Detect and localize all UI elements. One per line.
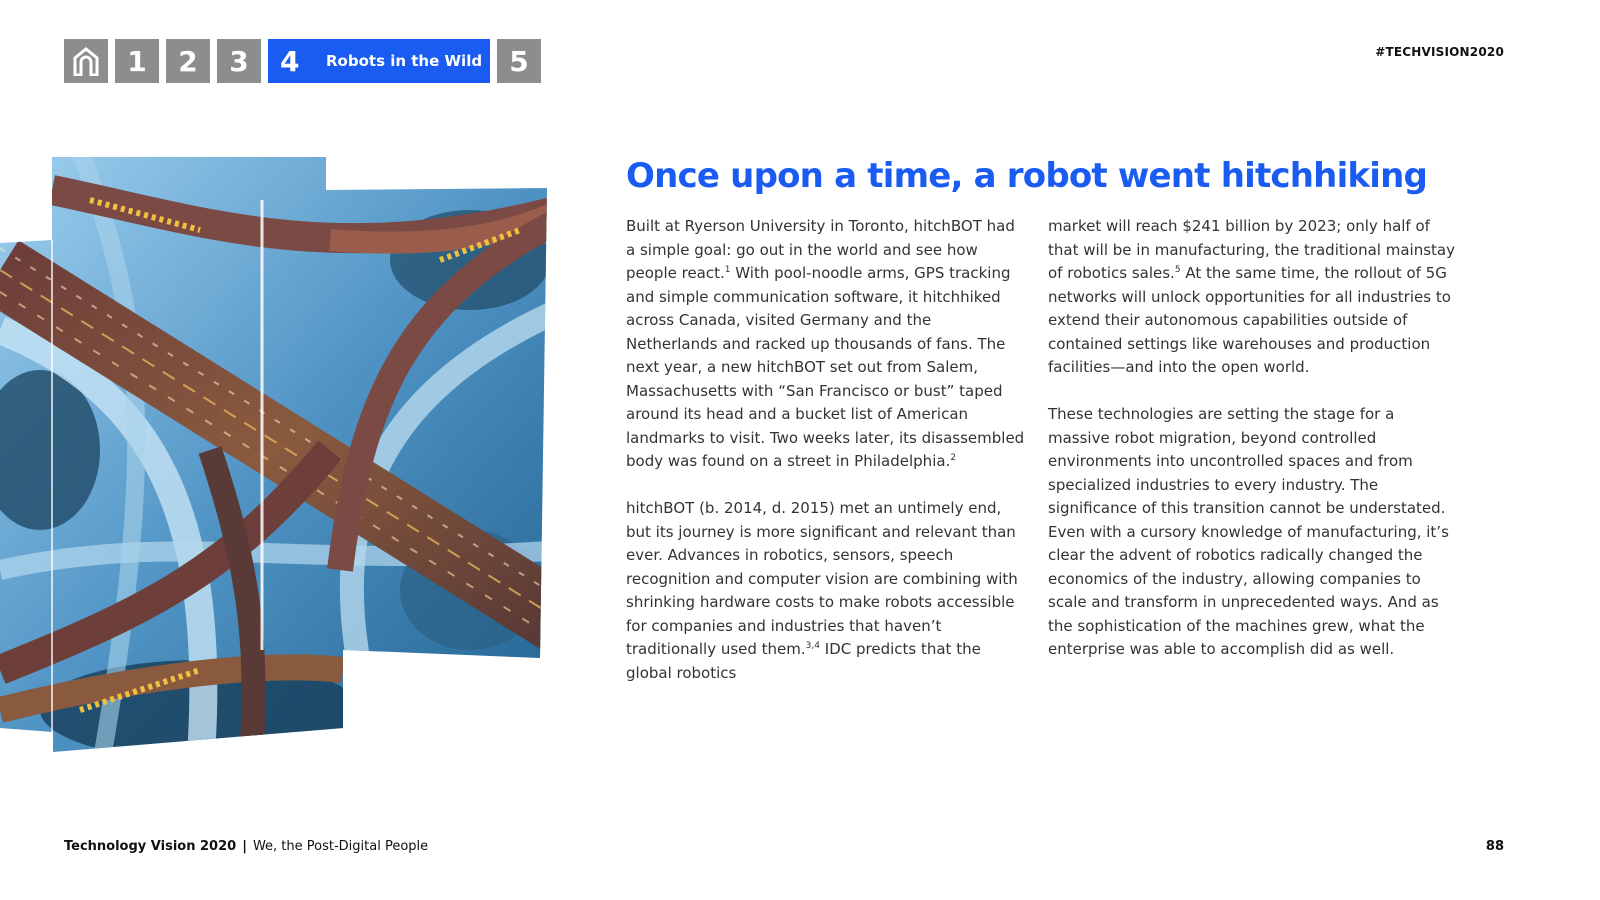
- section-nav: [64, 39, 541, 83]
- home-icon: [72, 46, 100, 76]
- nav-section-3[interactable]: [217, 39, 261, 83]
- footnote-ref[interactable]: 1: [724, 265, 731, 275]
- footer-brand: Technology Vision 2020: [64, 839, 237, 854]
- nav-num: 1: [127, 44, 147, 78]
- page-heading: Once upon a time, a robot went hitchhiking: [626, 156, 1428, 196]
- nav-num: 4: [280, 44, 300, 78]
- nav-num: 5: [509, 44, 529, 78]
- nav-num: 3: [229, 44, 249, 78]
- hashtag: #TECHVISION2020: [1375, 45, 1504, 59]
- page-number: 88: [1485, 839, 1504, 854]
- footer-separator: |: [242, 839, 247, 854]
- body-column-2: [1048, 215, 1458, 685]
- paragraph-text: Built at Ryerson University in Toronto, hitchBOT had a simple goal: go out in the world and see how people react.: [626, 217, 1015, 282]
- paragraph-text: IDC predicts that the global robotics: [626, 640, 981, 682]
- nav-section-1[interactable]: [115, 39, 159, 83]
- nav-section-2[interactable]: [166, 39, 210, 83]
- paragraph: [626, 215, 1026, 474]
- footnote-ref[interactable]: 5: [1174, 265, 1181, 275]
- paragraph-text: market will reach $241 billion by 2023; only half of that will be in manufacturing, the traditional mainstay of robotics sales.: [1048, 217, 1455, 282]
- paragraph-text: With pool-noodle arms, GPS tracking and simple communication software, it hitchhiked across Canada, visited Germany and the Netherlands and racked up thousands of fans. The next year, a new hitchBOT set out from Salem, Massachusetts with “San Francisco or bust” taped around its head and a bucket list of American landmarks to visit. Two weeks later, its disassembled body was found on a street in Philadelphia.: [626, 264, 1025, 470]
- paragraph: [1048, 215, 1458, 380]
- footer-subtitle: We, the Post-Digital People: [252, 839, 429, 854]
- footer: [64, 839, 428, 854]
- home-button[interactable]: [64, 39, 108, 83]
- paragraph-text: At the same time, the rollout of 5G networks will unlock opportunities for all industries to extend their autonomous capabilities outside of contained settings like warehouses and production facilities—and into the open world.: [1048, 264, 1451, 376]
- body-column-1: [626, 215, 1026, 709]
- footnote-ref[interactable]: 3,4: [805, 641, 820, 651]
- paragraph: [626, 497, 1026, 685]
- nav-section-title: Robots in the Wild: [326, 52, 483, 70]
- nav-num: 2: [178, 44, 198, 78]
- paragraph-text: hitchBOT (b. 2014, d. 2015) met an untimely end, but its journey is more significant and relevant than ever. Advances in robotics, sensors, speech recognition and computer vision are combining with shrinking hardware costs to make robots accessible for companies and industries that haven’t traditionally used them.: [626, 499, 1018, 658]
- footnote-ref[interactable]: 2: [950, 453, 957, 463]
- nav-section-4-active[interactable]: [268, 39, 490, 83]
- highway-collage-image: [0, 150, 560, 770]
- nav-section-5[interactable]: [497, 39, 541, 83]
- paragraph: These technologies are setting the stage for a massive robot migration, beyond controlled environments into uncontrolled spaces and from specialized industries to every industry. The significance of this transition cannot be understated. Even with a cursory knowledge of manufacturing, it’s clear the advent of robotics radically changed the economics of the industry, allowing companies to scale and transform in unprecedented ways. And as the sophistication of the machines grew, what the enterprise was able to accomplish did as well.: [1048, 405, 1449, 658]
